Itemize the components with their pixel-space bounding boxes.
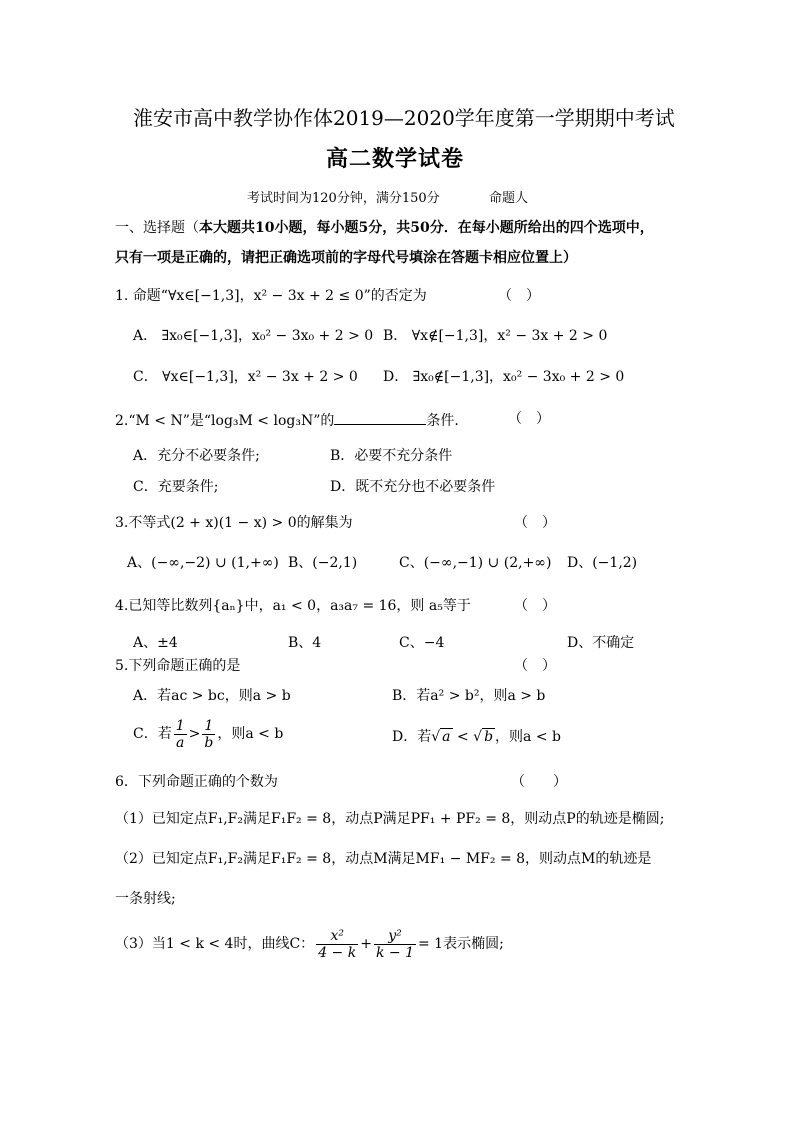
q4-option-a: A、±4 — [133, 635, 178, 651]
q3-option-a: A、(−∞,−2) ∪ (1,+∞) — [127, 555, 279, 571]
q5-c-fraction-2 — [202, 718, 215, 751]
q6-s3-fraction-2 — [374, 928, 416, 961]
q5-c-pre: C．若 — [133, 726, 172, 742]
q2-stem-pre: 2.“M < N”是“log₃M < log₃N”的 — [115, 413, 335, 429]
q1-paren: （ ） — [498, 288, 540, 304]
q5-paren: （ ） — [514, 658, 556, 674]
q3-option-b: B、(−2,1) — [288, 555, 358, 571]
q6-statement-2b: 一条射线; — [115, 891, 176, 907]
q1-option-d: D． ∃x₀∉[−1,3]，x₀² − 3x₀ + 2 > 0 — [383, 369, 625, 385]
section1-line2: 只有一项是正确的，请把正确选项前的字母代号填涂在答题卡相应位置上） — [115, 250, 577, 266]
q2-option-b: B．必要不充分条件 — [330, 448, 453, 464]
q5-c-post: ，则a < b — [217, 726, 284, 742]
q6-paren: （ ） — [511, 774, 567, 790]
q1-stem: 1. 命题“∀x∈[−1,3]，x² − 3x + 2 ≤ 0”的否定为 — [115, 288, 427, 304]
q3-stem: 3.不等式(2 + x)(1 − x) > 0的解集为 — [115, 515, 353, 531]
exam-title: 淮安市高中教学协作体2019—2020学年度第一学期期中考试 — [133, 106, 675, 130]
q1-option-a: A． ∃x₀∈[−1,3]，x₀² − 3x₀ + 2 > 0 — [133, 328, 374, 344]
q6-s3-num2: y² — [374, 928, 416, 945]
q5-c-den2: b — [204, 734, 214, 751]
q3-option-d: D、(−1,2) — [567, 555, 638, 571]
q5-d-lt: < — [456, 729, 469, 745]
section1-instructions — [115, 219, 654, 237]
q5-c-fraction-1 — [174, 718, 187, 751]
q2-paren: （ ） — [508, 411, 550, 427]
q5-stem: 5.下列命题正确的是 — [115, 658, 241, 674]
q6-s3-den1: 4 − k — [318, 944, 357, 961]
q5-c-num2: 1 — [202, 718, 215, 735]
q2-option-d: D．既不充分也不必要条件 — [330, 479, 496, 495]
exam-author: 命题人 — [489, 191, 529, 206]
q4-option-b: B、4 — [288, 635, 322, 651]
q6-statement-2: （2）已知定点F₁,F₂满足F₁F₂ = 8，动点M满足MF₁ − MF₂ = 8，则动点M的轨迹是 — [115, 851, 652, 867]
q4-stem: 4.已知等比数列{aₙ}中，a₁ < 0，a₃a₇ = 16，则 a₅等于 — [115, 598, 471, 614]
q5-d-root2: b — [484, 729, 494, 745]
q6-stem: 6．下列命题正确的个数为 — [115, 774, 278, 790]
q3-option-c: C、(−∞,−1) ∪ (2,+∞) — [399, 555, 552, 571]
section1-lead: 一、选择题（ — [115, 220, 199, 236]
q5-option-a: A．若ac > bc，则a > b — [133, 688, 291, 704]
exam-info: 考试时间为120分钟，满分150分 — [247, 191, 440, 206]
q5-d-pre: D．若 — [392, 729, 432, 745]
q6-s3-num1: x² — [316, 928, 358, 945]
q6-statement-3 — [115, 926, 504, 962]
q4-option-d: D、不确定 — [567, 635, 635, 651]
q2-stem-post: 条件. — [426, 413, 459, 429]
q2-stem — [115, 410, 459, 430]
q6-s3-pre: （3）当1 < k < 4时，曲线C： — [115, 936, 315, 952]
q5-c-den1: a — [176, 734, 185, 751]
q5-option-c — [133, 716, 283, 752]
q5-d-root1: a — [442, 729, 451, 745]
q5-option-b: B．若a² > b²，则a > b — [392, 688, 546, 704]
q2-blank — [334, 410, 426, 425]
q5-d-post: ，则a < b — [495, 729, 561, 745]
q3-paren: （ ） — [514, 515, 556, 531]
q5-option-d: D．若√ a < √ b ，则a < b — [392, 729, 561, 745]
q6-s3-fraction-1 — [316, 928, 358, 961]
section1-bold: 本大题共10小题，每小题5分，共50分．在每小题所给出的四个选项中， — [199, 220, 654, 236]
q1-option-c: C． ∀x∈[−1,3]，x² − 3x + 2 > 0 — [133, 369, 358, 385]
q5-c-num1: 1 — [175, 717, 185, 734]
q2-option-c: C．充要条件; — [133, 479, 219, 495]
q1-option-b: B． ∀x∉[−1,3]，x² − 3x + 2 > 0 — [383, 328, 608, 344]
q6-s3-post: = 1表示椭圆; — [417, 936, 504, 952]
exam-subtitle: 高二数学试卷 — [326, 146, 465, 172]
q6-s3-den2: k − 1 — [375, 944, 414, 961]
q6-statement-1: （1）已知定点F₁,F₂满足F₁F₂ = 8，动点P满足PF₁ + PF₂ = 8，则动点P的轨迹是椭圆; — [115, 811, 665, 827]
q2-option-a: A．充分不必要条件; — [133, 448, 260, 464]
q5-c-gt: > — [188, 726, 201, 742]
q6-s3-plus: + — [360, 936, 372, 952]
q4-paren: （ ） — [514, 598, 556, 614]
q4-option-c: C、−4 — [399, 635, 445, 651]
